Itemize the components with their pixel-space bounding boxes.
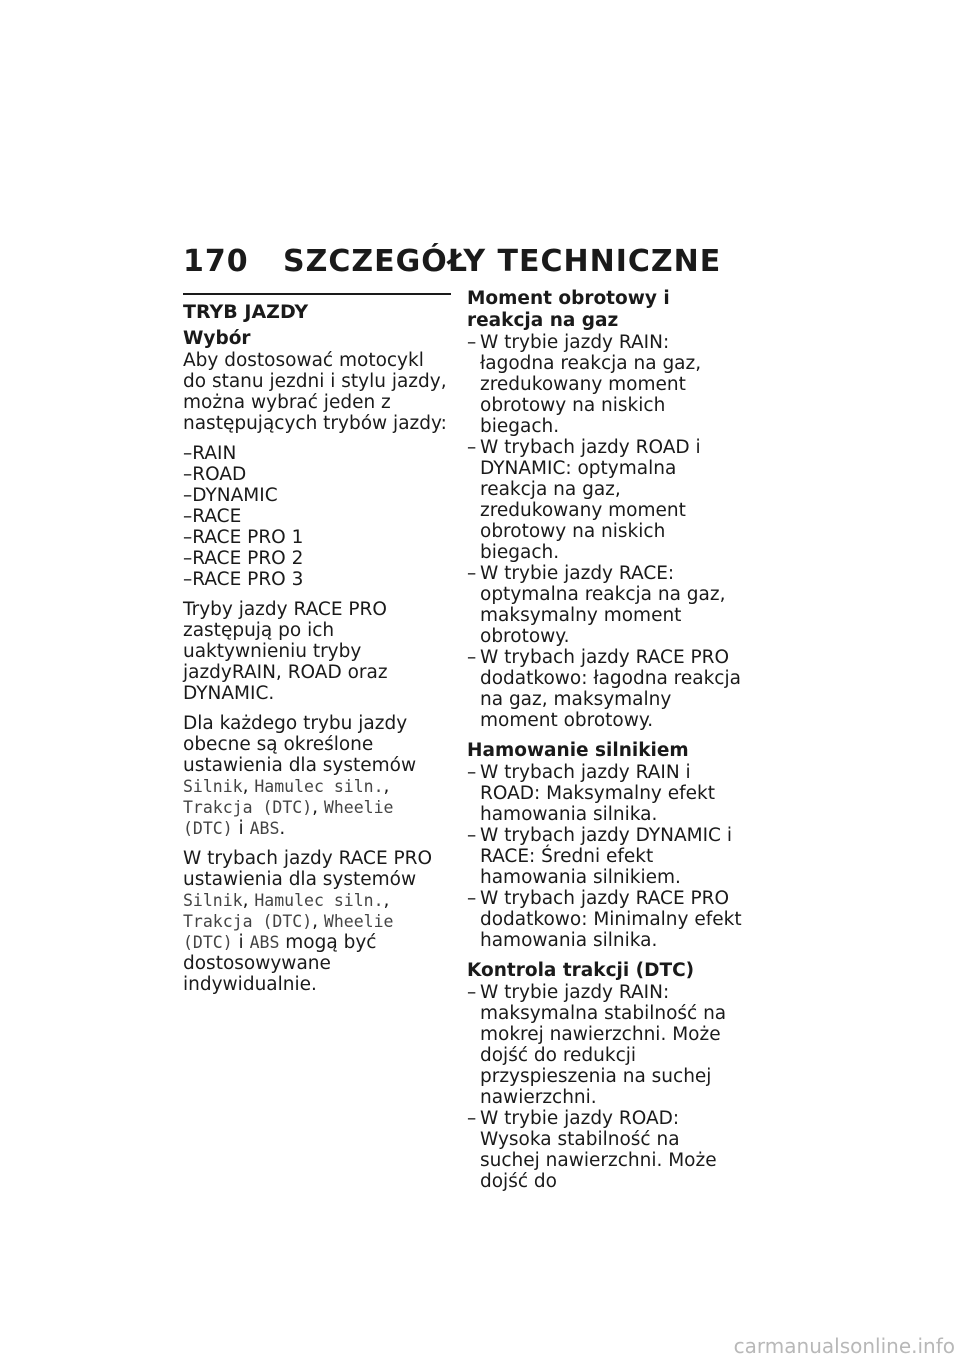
list-item: –RACE PRO 2 — [183, 548, 304, 569]
list-item: –DYNAMIC — [183, 485, 278, 506]
text: , — [312, 911, 324, 932]
settings-paragraph — [183, 713, 451, 839]
list-item: – W trybach jazdy ROAD i DYNAMIC: optymalna reakcja na gaz, zredukowany moment obrotowy na niskich biegach. — [467, 437, 745, 563]
list-item: –RACE PRO 3 — [183, 569, 304, 590]
engine-braking-list — [467, 762, 745, 951]
system-term: ABS — [249, 933, 280, 952]
system-term: Silnik — [183, 891, 243, 910]
list-item: – W trybie jazdy ROAD: Wysoka stabilność na suchej nawierzchni. Może dojść do — [467, 1108, 745, 1192]
system-term: Trakcja (DTC) — [183, 798, 313, 817]
system-term: ABS — [249, 819, 280, 838]
list-item: – W trybie jazdy RACE: optymalna reakcja na gaz, maksymalny moment obrotowy. — [467, 563, 745, 647]
chapter-title: SZCZEGÓŁY TECHNICZNE — [283, 244, 722, 279]
left-column — [183, 293, 451, 1004]
text: , — [383, 776, 390, 797]
list-item: – W trybach jazdy RACE PRO dodatkowo: Minimalny efekt hamowania silnika. — [467, 888, 745, 951]
text: i — [232, 818, 250, 839]
text: . — [279, 818, 286, 839]
right-column — [467, 288, 745, 1192]
race-pro-settings-paragraph — [183, 848, 451, 995]
modes-list — [183, 443, 451, 590]
system-term: Hamulec siln. — [254, 891, 384, 910]
system-term: Wheelie (DTC) — [183, 798, 394, 838]
list-item: – W trybie jazdy RAIN: maksymalna stabilność na mokrej nawierzchni. Może dojść do redukcji przyspieszenia na suchej nawierzchni. — [467, 982, 745, 1108]
system-term: Trakcja (DTC) — [183, 912, 313, 931]
system-term: Hamulec siln. — [254, 777, 384, 796]
list-item: –RAIN — [183, 443, 237, 464]
text: , — [242, 776, 255, 797]
page-number: 170 — [183, 244, 249, 279]
subheading-selection: Wybór — [183, 328, 251, 349]
traction-list — [467, 982, 745, 1192]
system-term: Wheelie (DTC) — [183, 912, 394, 952]
intro-paragraph: Aby dostosować motocykl do stanu jezdni i stylu jazdy, można wybrać jeden z następujących trybów jazdy: — [183, 350, 447, 434]
list-item: –RACE PRO 1 — [183, 527, 304, 548]
list-item: –ROAD — [183, 464, 247, 485]
text: Dla każdego trybu jazdy obecne są określone ustawienia dla systemów — [183, 713, 417, 776]
text: , — [312, 797, 324, 818]
watermark: carmanualsonline.info — [733, 1334, 955, 1358]
subheading-traction: Kontrola trakcji (DTC) — [467, 960, 695, 981]
list-item: – W trybie jazdy RAIN: łagodna reakcja na gaz, zredukowany moment obrotowy na niskich biegach. — [467, 332, 745, 437]
section-title: TRYB JAZDY — [183, 301, 309, 323]
list-item: – W trybach jazdy RAIN i ROAD: Maksymalny efekt hamowania silnika. — [467, 762, 745, 825]
list-item: – W trybach jazdy RACE PRO dodatkowo: łagodna reakcja na gaz, maksymalny moment obrotowy. — [467, 647, 745, 731]
text: , — [383, 890, 390, 911]
text: W trybach jazdy RACE PRO ustawienia dla systemów — [183, 848, 433, 890]
text: mogą być dostosowywane indywidualnie. — [183, 932, 377, 995]
system-term: Silnik — [183, 777, 243, 796]
section-rule — [183, 293, 451, 295]
list-item: – W trybach jazdy DYNAMIC i RACE: Średni efekt hamowania silnikiem. — [467, 825, 745, 888]
subheading-engine-braking: Hamowanie silnikiem — [467, 740, 689, 761]
torque-list — [467, 332, 745, 731]
race-pro-paragraph: Tryby jazdy RACE PRO zastępują po ich uaktywnieniu tryby jazdyRAIN, ROAD oraz DYNAMIC. — [183, 599, 388, 704]
list-item: –RACE — [183, 506, 242, 527]
subheading-torque: Moment obrotowy i reakcja na gaz — [467, 288, 670, 331]
text: i — [232, 932, 250, 953]
text: , — [242, 890, 255, 911]
